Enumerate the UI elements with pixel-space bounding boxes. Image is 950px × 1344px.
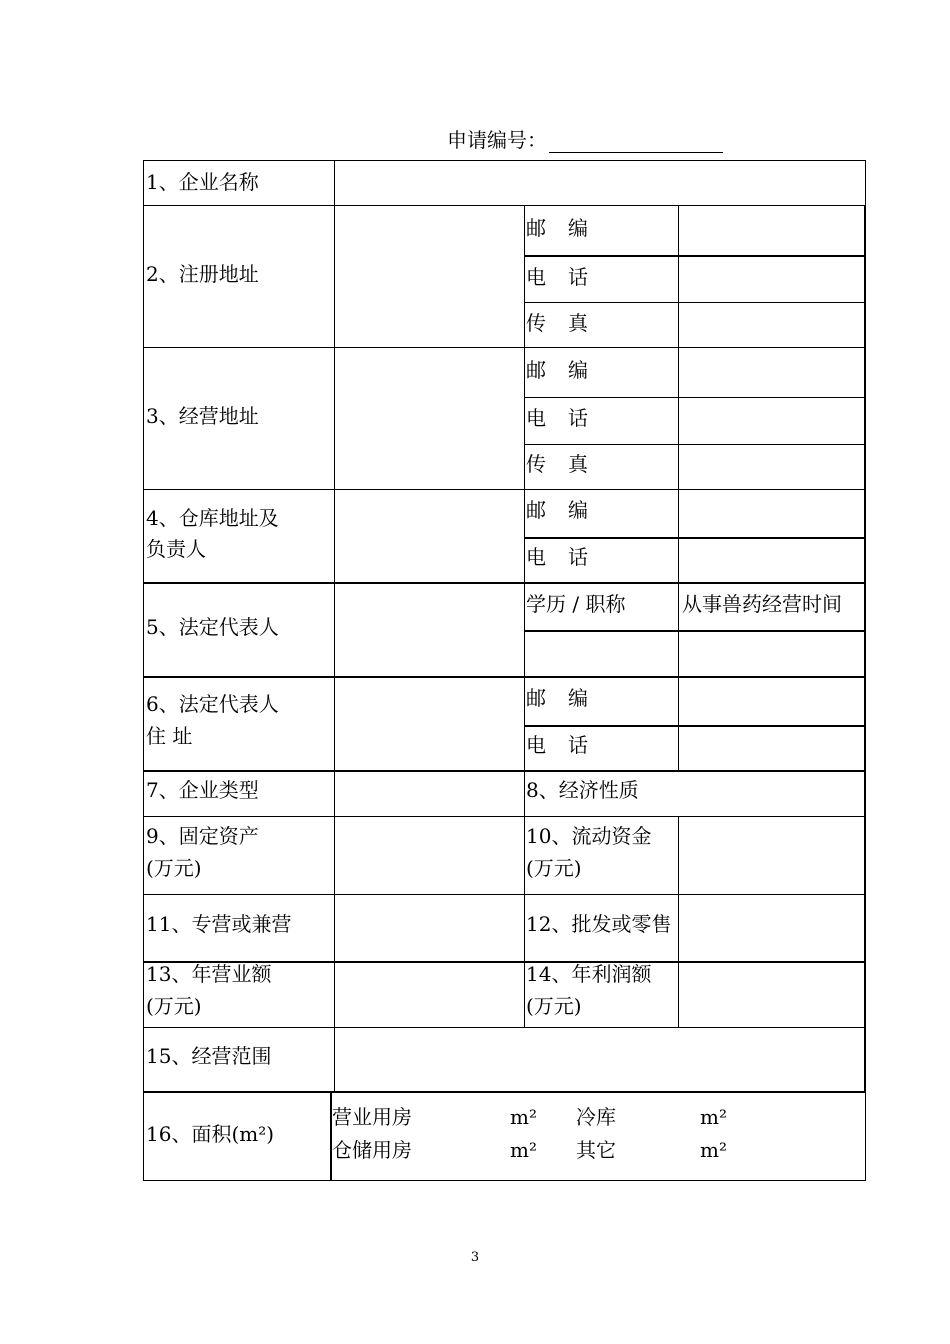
company-name-label: 1、企业名称 — [146, 170, 259, 194]
business-room-unit: m² — [510, 1105, 537, 1129]
fixed-assets-label-line2: (万元) — [146, 856, 202, 880]
representative-phone-label: 电话 — [526, 733, 610, 757]
business-fax-label: 传真 — [526, 452, 610, 476]
representative-postcode-label: 邮编 — [526, 686, 610, 710]
warehouse-postcode-label: 邮编 — [526, 498, 610, 522]
storage-room-unit: m² — [510, 1138, 537, 1162]
business-scope-label: 15、经营范围 — [146, 1044, 272, 1068]
exclusive-or-concurrent-label: 11、专营或兼营 — [146, 912, 292, 936]
legal-representative-label: 5、法定代表人 — [146, 615, 279, 639]
annual-profit-label-line1: 14、年利润额 — [526, 962, 652, 986]
fixed-assets-label-line1: 9、固定资产 — [146, 824, 259, 848]
business-postcode-label: 邮编 — [526, 358, 610, 382]
application-number-field[interactable] — [549, 124, 723, 153]
education-title-label: 学历 / 职称 — [526, 592, 626, 616]
registered-address-label: 2、注册地址 — [146, 262, 259, 286]
working-capital-label-line1: 10、流动资金 — [526, 824, 652, 848]
application-form-table — [143, 160, 866, 1181]
company-type-label: 7、企业类型 — [146, 778, 259, 802]
cold-storage-label: 冷库 — [576, 1105, 616, 1129]
application-number — [447, 124, 723, 153]
other-area-label: 其它 — [576, 1138, 616, 1162]
annual-profit-label-line2: (万元) — [526, 994, 582, 1018]
vet-drug-years-label: 从事兽药经营时间 — [682, 592, 842, 616]
application-number-label: 申请编号： — [447, 128, 547, 152]
other-area-unit: m² — [700, 1138, 727, 1162]
warehouse-phone-label: 电话 — [526, 545, 610, 569]
business-phone-label: 电话 — [526, 406, 610, 430]
economic-nature-label: 8、经济性质 — [526, 778, 639, 802]
representative-address-label-line2: 住 址 — [146, 724, 193, 748]
annual-revenue-label-line1: 13、年营业额 — [146, 962, 272, 986]
registered-phone-label: 电话 — [526, 265, 610, 289]
annual-revenue-label-line2: (万元) — [146, 994, 202, 1018]
working-capital-label-line2: (万元) — [526, 856, 582, 880]
registered-postcode-label: 邮编 — [526, 216, 610, 240]
floor-area-label: 16、面积(m²) — [146, 1122, 275, 1146]
wholesale-or-retail-label: 12、批发或零售 — [526, 912, 672, 936]
representative-address-label-line1: 6、法定代表人 — [146, 692, 279, 716]
warehouse-label-line1: 4、仓库地址及 — [146, 506, 279, 530]
warehouse-label-line2: 负责人 — [146, 537, 206, 561]
registered-fax-label: 传真 — [526, 311, 610, 335]
storage-room-label: 仓储用房 — [332, 1138, 412, 1162]
business-address-label: 3、经营地址 — [146, 404, 259, 428]
page-number: 3 — [470, 1250, 480, 1265]
cold-storage-unit: m² — [700, 1105, 727, 1129]
business-room-label: 营业用房 — [332, 1105, 412, 1129]
